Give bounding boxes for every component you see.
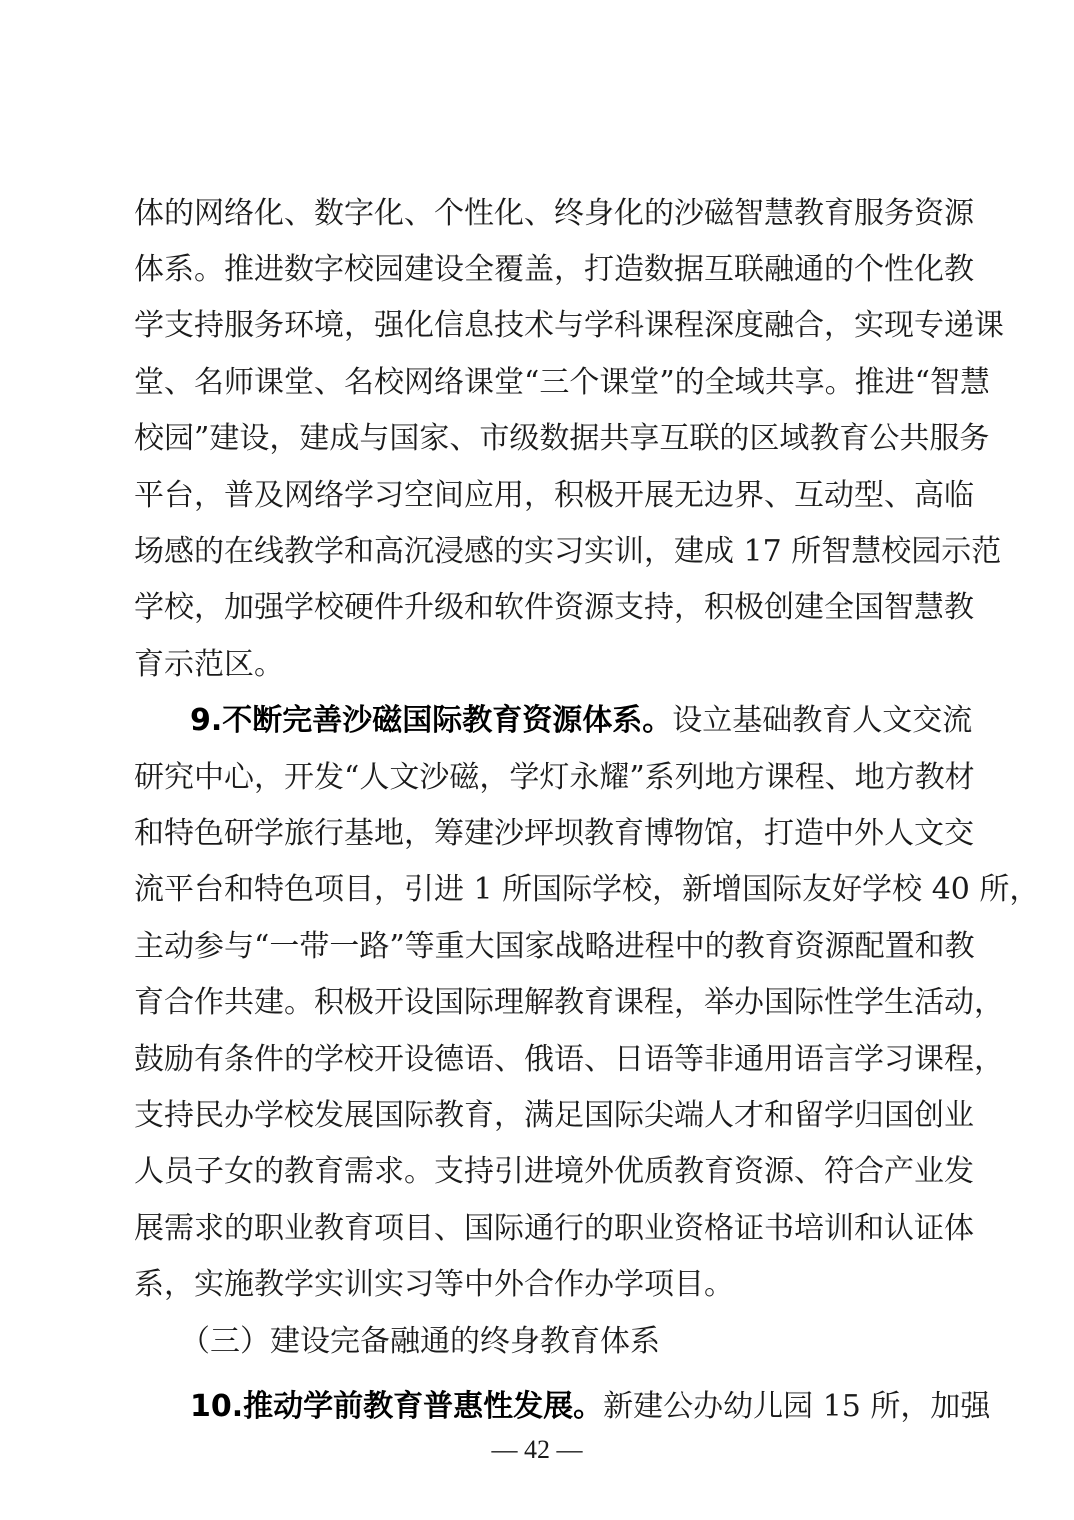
paragraph-line: 和特色研学旅行基地，筹建沙坪坝教育博物馆，打造中外人文交 (134, 816, 974, 851)
paragraph-line: 育示范区。 (134, 647, 284, 682)
paragraph-line: 系，实施教学实训实习等中外合作办学项目。 (134, 1267, 734, 1302)
paragraph-line: 堂、名师课堂、名校网络课堂“三个课堂”的全域共享。推进“智慧 (134, 365, 991, 400)
paragraph-line: 学支持服务环境，强化信息技术与学科课程深度融合，实现专递课 (134, 308, 1004, 343)
paragraph-line: 体的网络化、数字化、个性化、终身化的沙磁智慧教育服务资源 (134, 196, 974, 231)
paragraph-line: 平台，普及网络学习空间应用，积极开展无边界、互动型、高临 (134, 478, 974, 513)
section-9-first-line-text: 设立基础教育人文交流 (672, 703, 973, 738)
paragraph-line: 支持民办学校发展国际教育，满足国际尖端人才和留学归国创业 (134, 1098, 974, 1133)
section-10-first-line (190, 1378, 991, 1436)
page-number: — 42 — (491, 1435, 583, 1464)
paragraph-line: 展需求的职业教育项目、国际通行的职业资格证书培训和认证体 (134, 1211, 974, 1246)
subsection-title: （三）建设完备融通的终身教育体系 (180, 1324, 660, 1359)
paragraph-line: 学校，加强学校硬件升级和软件资源支持，积极创建全国智慧教 (134, 590, 974, 625)
section-9-heading: 9.不断完善沙磁国际教育资源体系。 (190, 703, 673, 738)
paragraph-line: 体系。推进数字校园建设全覆盖，打造数据互联融通的个性化教 (134, 252, 974, 287)
paragraph-line: 流平台和特色项目，引进 1 所国际学校，新增国际友好学校 40 所， (134, 872, 1040, 907)
paragraph-line: 主动参与“一带一路”等重大国家战略进程中的教育资源配置和教 (134, 929, 975, 964)
section-10-first-line-text: 新建公办幼儿园 15 所，加强 (603, 1389, 991, 1424)
paragraph-line: 场感的在线教学和高沉浸感的实习实训，建成 17 所智慧校园示范 (134, 534, 1002, 569)
paragraph-line: 研究中心，开发“人文沙磁，学灯永耀”系列地方课程、地方教材 (134, 760, 975, 795)
paragraph-line: 鼓励有条件的学校开设德语、俄语、日语等非通用语言学习课程， (134, 1042, 1004, 1077)
paragraph-line: 人员子女的教育需求。支持引进境外优质教育资源、符合产业发 (134, 1154, 974, 1189)
paragraph-line: 校园”建设，建成与国家、市级数据共享互联的区域教育公共服务 (134, 421, 990, 456)
section-10-heading: 10.推动学前教育普惠性发展。 (190, 1389, 604, 1424)
section-9-first-line (190, 692, 973, 750)
paragraph-line: 育合作共建。积极开设国际理解教育课程，举办国际性学生活动， (134, 985, 1004, 1020)
